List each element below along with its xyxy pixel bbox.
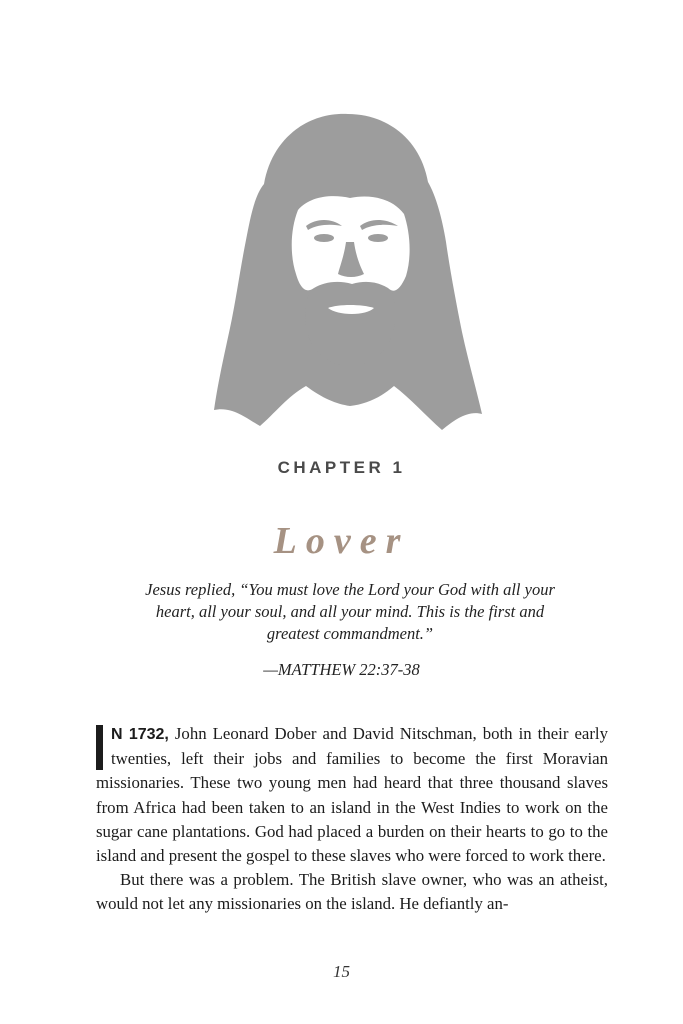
jesus-portrait-illustration [210, 110, 486, 432]
paragraph-1 [96, 722, 608, 868]
drop-cap [96, 725, 103, 770]
paragraph-1-text: John Leonard Dober and David Nitschman, both in their early twenties, left their jobs and families to become the first Moravian missionaries. These two young men had heard that three thousand slaves from Africa had been taken to an island in the West Indies to work on the sugar cane plantations. God had placed a burden on their hearts to go to the island and present the gospel to these slaves who were forced to work there. [96, 724, 608, 866]
right-eye [368, 234, 388, 242]
chapter-title: Lover [273, 520, 410, 562]
body-text [96, 722, 608, 917]
lead-in: N 1732, [111, 726, 169, 743]
epigraph-reference: —MATTHEW 22:37-38 [263, 660, 420, 679]
left-eye [314, 234, 334, 242]
page-number: 15 [333, 962, 350, 981]
epigraph-quote: Jesus replied, “You must love the Lord your God with all your heart, all your soul, and all your mind. This is the first and greatest commandment.” [145, 580, 555, 643]
paragraph-2: But there was a problem. The British slave owner, who was an atheist, would not let any missionaries on the island. He defiantly an- [96, 870, 608, 914]
chapter-label: CHAPTER 1 [277, 458, 406, 477]
